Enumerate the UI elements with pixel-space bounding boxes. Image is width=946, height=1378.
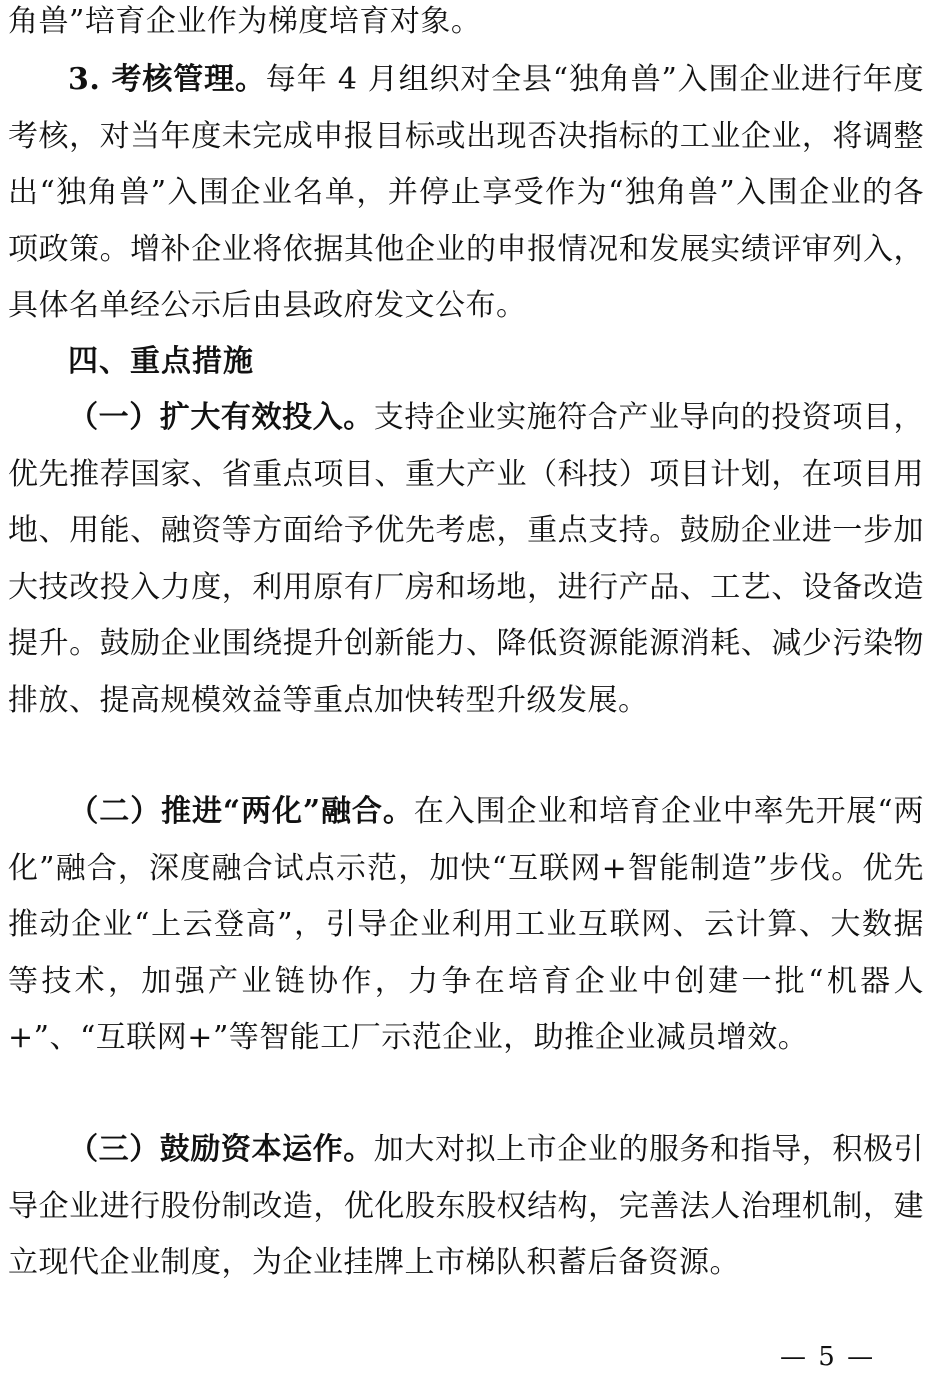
paragraph-text: 每年 4 月组织对全县“独角兽”入围企业进行年度考核，对当年度未完成申报目标或出现否决指标的工业企业，将调整出“独角兽”入围企业名单，并停止享受作为“独角兽”入围企业的各项政策。增补企业将依据其他企业的申报情况和发展实绩评审列入，具体名单经公示后由县政府发文公布。 (8, 62, 924, 323)
paragraph-assessment (8, 52, 924, 335)
paragraph-capital (8, 1122, 924, 1292)
paragraph-text: 角兽”培育企业作为梯度培育对象。 (8, 4, 482, 39)
page-number: — 5 — (780, 1342, 876, 1372)
paragraph-lead: （三）鼓励资本运作。 (68, 1132, 374, 1167)
paragraph-continuation (8, 0, 924, 51)
paragraph-lead: （一）扩大有效投入。 (68, 400, 374, 435)
paragraph-text: 在入围企业和培育企业中率先开展“两化”融合，深度融合试点示范，加快“互联网+智能制造”步伐。优先推动企业“上云登高”，引导企业利用工业互联网、云计算、大数据等技术，加强产业链协作，力争在培育企业中创建一批“机器人+”、“互联网+”等智能工厂示范企业，助推企业减员增效。 (8, 794, 924, 1055)
paragraph-text: 支持企业实施符合产业导向的投资项目，优先推荐国家、省重点项目、重大产业（科技）项目计划，在项目用地、用能、融资等方面给予优先考虑，重点支持。鼓励企业进一步加大技改投入力度，利用原有厂房和场地，进行产品、工艺、设备改造提升。鼓励企业围绕提升创新能力、降低资源能源消耗、减少污染物排放、提高规模效益等重点加快转型升级发展。 (8, 400, 925, 718)
paragraph-investment (8, 390, 924, 729)
paragraph-text: 加大对拟上市企业的服务和指导，积极引导企业进行股份制改造，优化股东股权结构，完善法人治理机制，建立现代企业制度，为企业挂牌上市梯队积蓄后备资源。 (8, 1132, 925, 1280)
paragraph-lead: （二）推进“两化”融合。 (68, 794, 414, 829)
paragraph-lead: 3. 考核管理。 (68, 62, 266, 97)
paragraph-integration (8, 784, 924, 1067)
section-heading: 四、重点措施 (68, 344, 254, 379)
